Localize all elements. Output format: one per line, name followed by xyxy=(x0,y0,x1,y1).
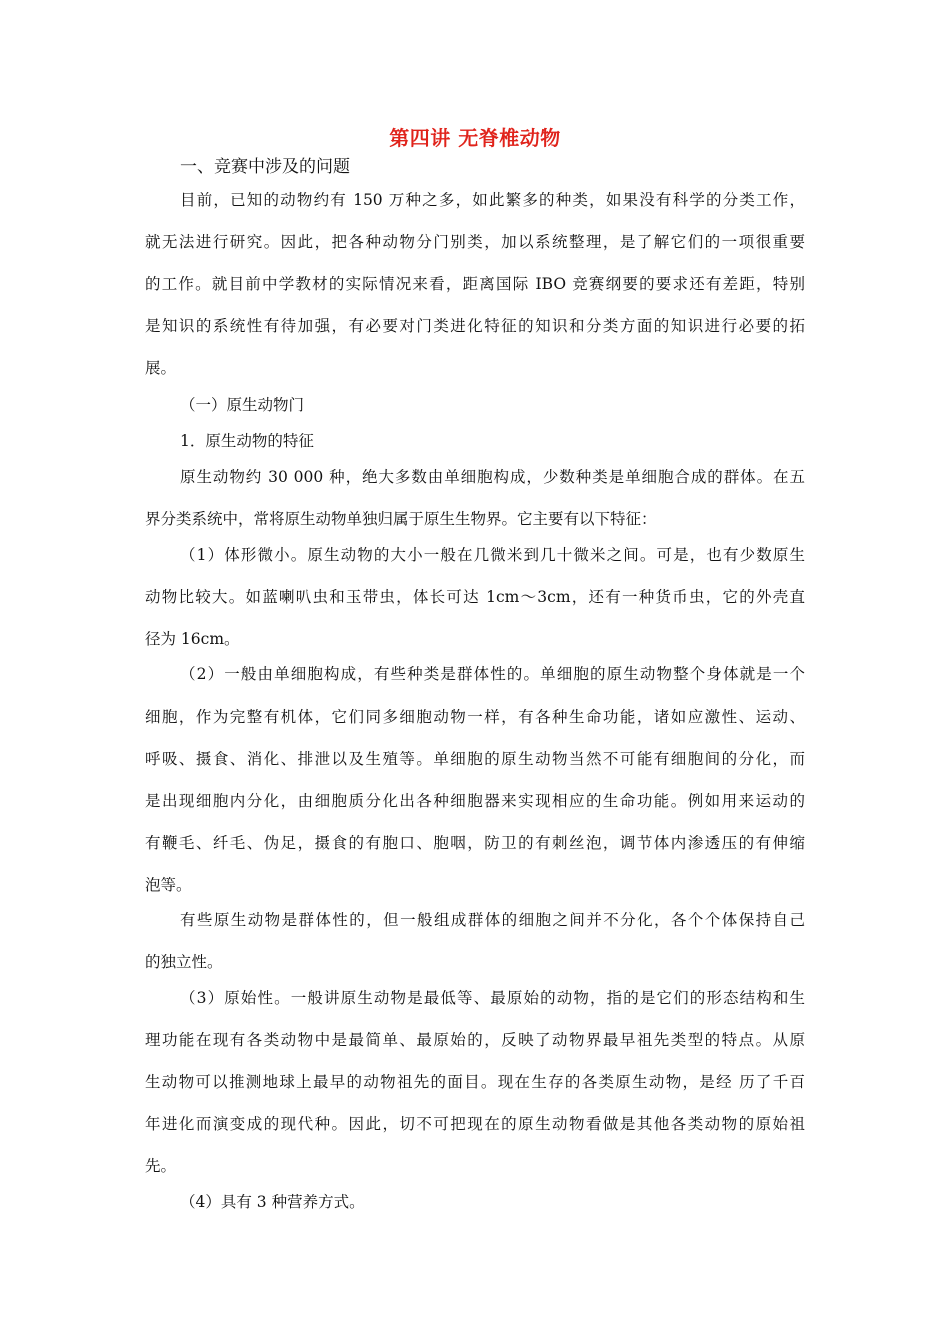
document-title: 第四讲 无脊椎动物 xyxy=(389,126,561,150)
paragraph-line: 泡等。 xyxy=(145,876,192,894)
paragraph-line: 就无法进行研究。因此，把各种动物分门别类，加以系统整理，是了解它们的一项很重要 xyxy=(145,233,805,251)
paragraph-line: 细胞，作为完整有机体，它们同多细胞动物一样，有各种生命功能，诸如应激性、运动、 xyxy=(145,708,805,726)
paragraph-line: 的独立性。 xyxy=(145,953,223,971)
paragraph-line: 动物比较大。如蓝喇叭虫和玉带虫，体长可达 1cm～3cm，还有一种货币虫，它的外壳直 xyxy=(145,588,805,606)
paragraph-line: 有鞭毛、纤毛、伪足，摄食的有胞口、胞咽，防卫的有刺丝泡，调节体内渗透压的有伸缩 xyxy=(145,834,805,852)
paragraph-line: 原生动物约 30 000 种，绝大多数由单细胞构成，少数种类是单细胞合成的群体。在五 xyxy=(180,468,805,486)
paragraph-line: 生动物可以推测地球上最早的动物祖先的面目。现在生存的各类原生动物，是经 历了千百 xyxy=(145,1073,805,1091)
paragraph-line: （3）原始性。一般讲原生动物是最低等、最原始的动物，指的是它们的形态结构和生 xyxy=(180,989,805,1007)
paragraph-line: 目前，已知的动物约有 150 万种之多，如此繁多的种类，如果没有科学的分类工作， xyxy=(180,191,805,209)
paragraph-line: （2）一般由单细胞构成，有些种类是群体性的。单细胞的原生动物整个身体就是一个 xyxy=(180,665,805,683)
paragraph-line: 理功能在现有各类动物中是最简单、最原始的，反映了动物界最早祖先类型的特点。从原 xyxy=(145,1031,805,1049)
subsection-heading: （4）具有 3 种营养方式。 xyxy=(180,1193,365,1211)
paragraph-line: 年进化而演变成的现代种。因此，切不可把现在的原生动物看做是其他各类动物的原始祖 xyxy=(145,1115,805,1133)
paragraph-line: （1）体形微小。原生动物的大小一般在几微米到几十微米之间。可是，也有少数原生 xyxy=(180,546,805,564)
paragraph-line: 有些原生动物是群体性的，但一般组成群体的细胞之间并不分化，各个个体保持自己 xyxy=(180,911,805,929)
subsection-heading: （一）原生动物门 xyxy=(180,396,305,414)
paragraph-line: 呼吸、摄食、消化、排泄以及生殖等。单细胞的原生动物当然不可能有细胞间的分化，而 xyxy=(145,750,805,768)
paragraph-line: 界分类系统中，常将原生动物单独归属于原生生物界。它主要有以下特征： xyxy=(145,510,657,528)
subsection-heading: 1．原生动物的特征 xyxy=(180,432,314,450)
paragraph-line: 先。 xyxy=(145,1157,177,1175)
paragraph-line: 的工作。就目前中学教材的实际情况来看，距离国际 IBO 竞赛纲要的要求还有差距，特别 xyxy=(145,275,805,293)
paragraph-line: 是出现细胞内分化，由细胞质分化出各种细胞器来实现相应的生命功能。例如用来运动的 xyxy=(145,792,805,810)
paragraph-line: 展。 xyxy=(145,359,177,377)
paragraph-line: 是知识的系统性有待加强，有必要对门类进化特征的知识和分类方面的知识进行必要的拓 xyxy=(145,317,805,335)
section-heading: 一、竞赛中涉及的问题 xyxy=(180,157,350,177)
paragraph-line: 径为 16cm。 xyxy=(145,630,240,648)
